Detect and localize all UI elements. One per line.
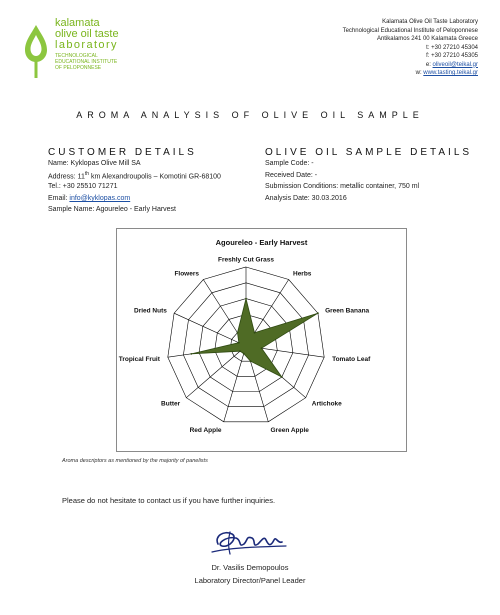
logo-sub-2: EDUCATIONAL INSTITUTE (55, 59, 118, 65)
customer-address: Address: 11th km Alexandroupolis – Komotini GR-68100 (48, 171, 221, 181)
sample-conditions: Submission Conditions: metallic container, 750 ml (265, 183, 420, 190)
radar-series-area (191, 299, 318, 377)
radar-point (245, 298, 247, 300)
lab-email-row: e: oliveoil@teikal.gr (425, 61, 478, 68)
customer-tel: Tel.: +30 25510 71271 (48, 183, 118, 190)
radar-category-label: Herbs (293, 270, 312, 278)
customer-email-row: Email: info@kyklopas.com (48, 195, 131, 202)
logo-sub-1: TECHNOLOGICAL (55, 53, 98, 59)
radar-category-label: Freshly Cut Grass (218, 256, 274, 264)
lab-web-row: w: www.tasting.teikal.gr (415, 70, 478, 77)
radar-category-label: Tropical Fruit (118, 355, 160, 363)
radar-point (261, 347, 263, 349)
radar-point (237, 332, 239, 334)
logo-line-3: laboratory (55, 39, 118, 51)
logo-line-2: olive oil taste (55, 28, 119, 40)
sample-received: Received Date: - (265, 172, 318, 179)
radar-point (243, 353, 245, 355)
sample-analysis-date: Analysis Date: 30.03.2016 (265, 195, 347, 202)
radar-spoke-6 (224, 346, 246, 422)
signatory-role: Laboratory Director/Panel Leader (194, 576, 306, 585)
sample-code: Sample Code: - (265, 160, 314, 167)
lab-name: Kalamata Olive Oil Taste Laboratory (382, 19, 478, 25)
radar-point (239, 350, 241, 352)
radar-category-label: Flowers (174, 270, 199, 278)
radar-point (254, 332, 256, 334)
chart-footnote: Aroma descriptors as mentioned by the majority of panelists (62, 458, 208, 464)
olive-drop-icon (22, 22, 52, 80)
radar-category-label: Tomato Leaf (332, 355, 371, 363)
customer-heading: CUSTOMER DETAILS (48, 147, 197, 158)
radar-point (317, 312, 319, 314)
radar-point (238, 342, 240, 344)
signature-icon (208, 526, 290, 558)
document-title: AROMA ANALYSIS OF OLIVE OIL SAMPLE (76, 110, 424, 120)
radar-category-label: Butter (161, 400, 181, 408)
customer-email-link[interactable]: info@kyklopas.com (69, 195, 131, 202)
lab-logo (22, 18, 172, 88)
logo-line-1: kalamata (55, 17, 100, 29)
radar-point (250, 360, 252, 362)
lab-tel: t: +30 27210 45304 (426, 44, 478, 51)
radar-category-label: Red Apple (189, 427, 222, 434)
customer-sample-name: Sample Name: Agoureleo - Early Harvest (48, 206, 176, 213)
lab-email-link[interactable]: oliveoil@teikal.gr (432, 61, 478, 68)
logo-sub-3: OF PELOPONNESE (55, 65, 102, 71)
radar-category-label: Green Apple (270, 427, 309, 434)
contact-note: Please do not hesitate to contact us if you have further inquiries. (62, 496, 276, 505)
radar-category-label: Dried Nuts (134, 307, 167, 315)
sample-heading: OLIVE OIL SAMPLE DETAILS (265, 147, 473, 158)
radar-point (190, 353, 192, 355)
radar-category-label: Artichoke (311, 400, 342, 408)
lab-institute: Technological Educational Institute of Peloponnese (342, 27, 478, 34)
radar-area (190, 298, 318, 378)
signatory-name: Dr. Vasilis Demopoulos (211, 563, 289, 572)
radar-category-label: Green Banana (325, 307, 370, 315)
customer-name: Name: Kyklopas Olive Mill SA (48, 160, 141, 167)
lab-address: Antikalamos 241 00 Kalamata Greece (376, 36, 478, 43)
radar-point (281, 376, 283, 378)
chart-title: Agoureleo - Early Harvest (215, 238, 308, 247)
aroma-radar-chart (117, 229, 406, 451)
lab-fax: f: +30 27210 45305 (426, 53, 478, 60)
lab-web-link[interactable]: www.tasting.teikal.gr (423, 70, 478, 77)
lab-contact-block (238, 18, 478, 78)
aroma-chart-frame (116, 228, 407, 452)
